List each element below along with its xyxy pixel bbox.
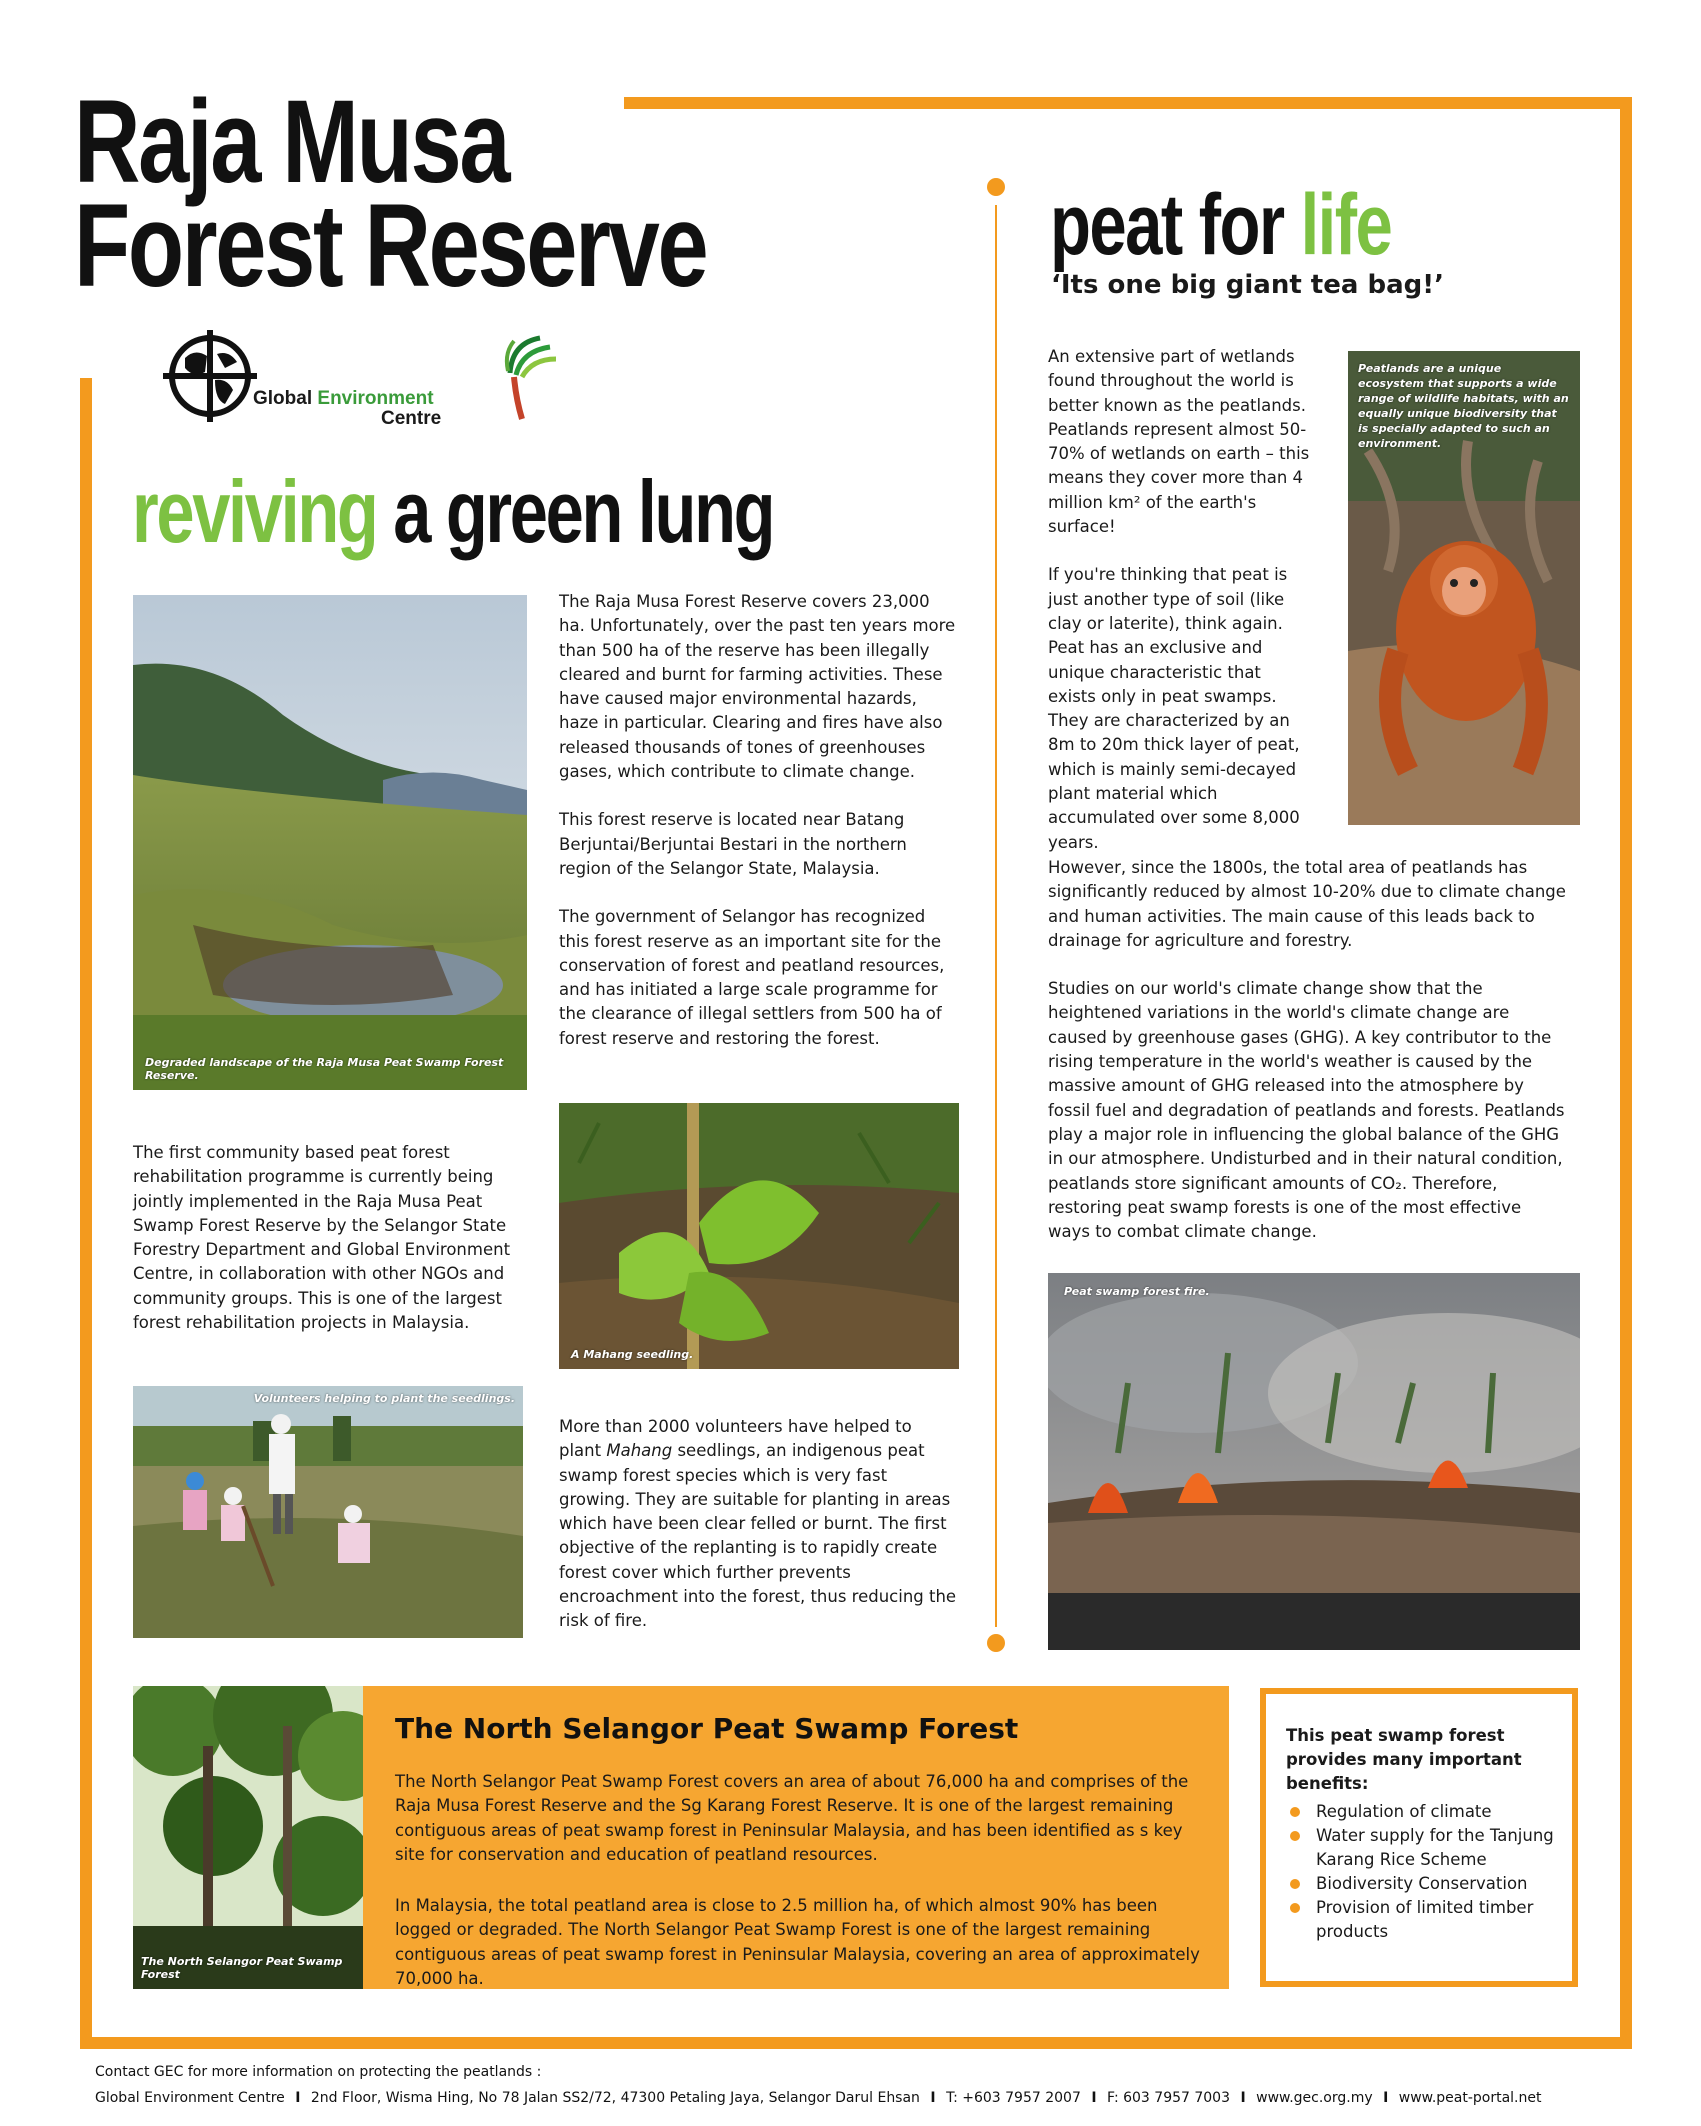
middle-paragraph-4-b: seedlings, an indigenous peat swamp forest species which is very fast growing. They are suitable for planting in areas which have been clear felled or burnt. The first objective of the replanting is to rapidly create forest cover which further prevents encroachment into the forest, thus reducing the risk of fire.	[559, 1441, 957, 1631]
left-text-column	[133, 1141, 513, 1359]
north-selangor-title: The North Selangor Peat Swamp Forest	[395, 1712, 1019, 1745]
footer-separator: I	[295, 2090, 301, 2106]
frame-right-line	[1620, 97, 1632, 2049]
frame-bottom-line	[80, 2037, 1632, 2049]
peat-title-green: life	[1300, 177, 1392, 273]
logo-word-centre: Centre	[381, 408, 442, 429]
subtitle-rest: a green lung	[376, 462, 774, 561]
north-paragraph-1: The North Selangor Peat Swamp Forest covers an area of about 76,000 ha and comprises of the Raja Musa Forest Reserve and the Sg Karang Forest Reserve. It is one of the largest remaining contiguous areas of peat swamp forest in Peninsular Malaysia, and has been identified as s key site for conservation and education of peatland resources.	[395, 1772, 1189, 1864]
peat-paragraph-3: However, since the 1800s, the total area of peatlands has significantly reduced by almost 10-20% due to climate change and human activities. The main cause of this leads back to drainage for agriculture and forestry.	[1048, 858, 1566, 950]
middle-paragraph-4-a: More than 2000 volunteers have helped to plant	[559, 1417, 912, 1461]
footer-org-name: Global Environment Centre	[95, 2090, 285, 2106]
orangutan-caption: Peatlands are a unique ecosystem that supports a wide range of wildlife habitats, with an equally unique biodiversity that is specially adapted to such an environment.	[1358, 362, 1569, 450]
benefits-box	[1260, 1688, 1578, 1987]
mahang-italic: Mahang	[606, 1441, 673, 1461]
orangutan-photo	[1348, 351, 1580, 825]
footer-fax: F: 603 7957 7003	[1106, 2090, 1230, 2106]
column-divider-line	[995, 205, 997, 1627]
benefit-item: Water supply for the Tanjung Karang Rice Scheme	[1286, 1824, 1556, 1872]
benefit-item: Biodiversity Conservation	[1286, 1872, 1556, 1896]
footer-contact-heading: Contact GEC for more information on protecting the peatlands :	[95, 2064, 542, 2080]
peat-paragraph-2: If you're thinking that peat is just another type of soil (like clay or laterite), think again. Peat has an exclusive and unique characteristic that exists only in peat swamps. They are characterized by an 8m to 20m thick layer of peat, which is mainly semi-decayed plant material which accumulated over some 8,000 years.	[1048, 565, 1300, 852]
divider-top-dot	[987, 178, 1005, 196]
logo-word-global: Global	[253, 388, 313, 409]
benefit-item: Regulation of climate	[1286, 1800, 1556, 1824]
logo-word-environment: Environment	[317, 388, 434, 409]
peat-intro-text	[1048, 345, 1313, 879]
frame-left-line	[80, 378, 92, 2049]
section-subtitle	[132, 462, 774, 561]
north-selangor-caption: The North Selangor Peat Swamp Forest	[141, 1955, 343, 1981]
title-line-2: Forest Reserve	[74, 180, 707, 312]
divider-bottom-dot	[987, 1634, 1005, 1652]
benefits-title: This peat swamp forest provides many important benefits:	[1286, 1726, 1522, 1793]
forest-fire-photo	[1048, 1273, 1580, 1650]
volunteers-photo	[133, 1386, 523, 1638]
north-selangor-photo	[133, 1686, 363, 1989]
frame-top-line	[624, 97, 1632, 109]
footer-separator: I	[1240, 2090, 1246, 2106]
gec-logo	[155, 328, 455, 428]
benefits-list	[1286, 1800, 1556, 1944]
left-paragraph-1: The first community based peat forest rehabilitation programme is currently being jointly implemented in the Raja Musa Peat Swamp Forest Reserve by the Selangor State Forestry Department and Global Environment Centre, in collaboration with other NGOs and community groups. This is one of the largest forest rehabilitation projects in Malaysia.	[133, 1143, 511, 1333]
peat-paragraph-4: Studies on our world's climate change show that the heightened variations in the world's climate change are caused by greenhouse gases (GHG). A key contributor to the rising temperature in the world's weather is caused by the massive amount of GHG released into the atmosphere by fossil fuel and degradation of peatlands and forests. Peatlands play a major role in influencing the global balance of the GHG in our atmosphere. Undisturbed and in their natural condition, peatlands store significant amounts of CO₂. Therefore, restoring peat swamp forests is one of the most effective ways to combat climate change.	[1048, 979, 1565, 1242]
page-title	[74, 76, 707, 312]
landscape-caption: Degraded landscape of the Raja Musa Peat Swamp Forest Reserve.	[145, 1056, 504, 1082]
middle-paragraph-3: The government of Selangor has recognized this forest reserve as an important site for the conservation of forest and peatland resources, and has initiated a large scale programme for the clearance of illegal settlers from 500 ha of forest reserve and restoring the forest.	[559, 907, 945, 1048]
footer-phone: T: +603 7957 2007	[946, 2090, 1081, 2106]
benefit-item: Provision of limited timber products	[1286, 1896, 1556, 1944]
globe-logo-icon	[155, 328, 265, 428]
footer-website-gec[interactable]: www.gec.org.my	[1256, 2090, 1373, 2106]
title-line-1: Raja Musa	[74, 76, 509, 208]
peat-lower-text	[1048, 856, 1568, 1268]
footer-separator: I	[1091, 2090, 1097, 2106]
footer-contact-line	[95, 2090, 1541, 2106]
peat-tagline: ‘Its one big giant tea bag!’	[1051, 270, 1444, 300]
peat-portal-logo-icon	[500, 333, 560, 423]
middle-paragraph-4	[559, 1415, 959, 1634]
volunteers-caption: Volunteers helping to plant the seedlings.	[253, 1392, 515, 1405]
middle-paragraph-1: The Raja Musa Forest Reserve covers 23,000 ha. Unfortunately, over the past ten years more than 500 ha of the reserve has been illegally cleared and burnt for farming activities. These have caused major environmental hazards, haze in particular. Clearing and fires have also released thousands of tones of greenhouses gases, which contribute to climate change.	[559, 592, 956, 782]
fire-caption: Peat swamp forest fire.	[1064, 1285, 1210, 1298]
peat-title	[1050, 177, 1392, 273]
north-selangor-box	[363, 1686, 1229, 1989]
north-paragraph-2: In Malaysia, the total peatland area is close to 2.5 million ha, of which almost 90% has been logged or degraded. The North Selangor Peat Swamp Forest is one of the largest remaining contiguous areas of peat swamp forest in Peninsular Malaysia, covering an area of approximately 70,000 ha.	[395, 1896, 1200, 1988]
seedling-caption: A Mahang seedling.	[571, 1348, 694, 1361]
peat-title-black: peat for	[1050, 177, 1301, 273]
middle-paragraph-2: This forest reserve is located near Batang Berjuntai/Berjuntai Bestari in the northern region of the Selangor State, Malaysia.	[559, 810, 907, 878]
degraded-landscape-photo	[133, 595, 527, 1090]
middle-text-column	[559, 590, 959, 1075]
footer-separator: I	[930, 2090, 936, 2106]
footer-website-peat-portal[interactable]: www.peat-portal.net	[1398, 2090, 1542, 2106]
footer-separator: I	[1383, 2090, 1389, 2106]
peat-paragraph-1: An extensive part of wetlands found throughout the world is better known as the peatlands. Peatlands represent almost 50-70% of wetlands on earth – this means they cover more than 4 million km² of the earth's surface!	[1048, 347, 1310, 537]
volunteers-text	[559, 1415, 959, 1658]
footer-address: 2nd Floor, Wisma Hing, No 78 Jalan SS2/72, 47300 Petaling Jaya, Selangor Darul Ehsan	[310, 2090, 920, 2106]
mahang-seedling-photo	[559, 1103, 959, 1369]
subtitle-green-word: reviving	[132, 462, 377, 561]
